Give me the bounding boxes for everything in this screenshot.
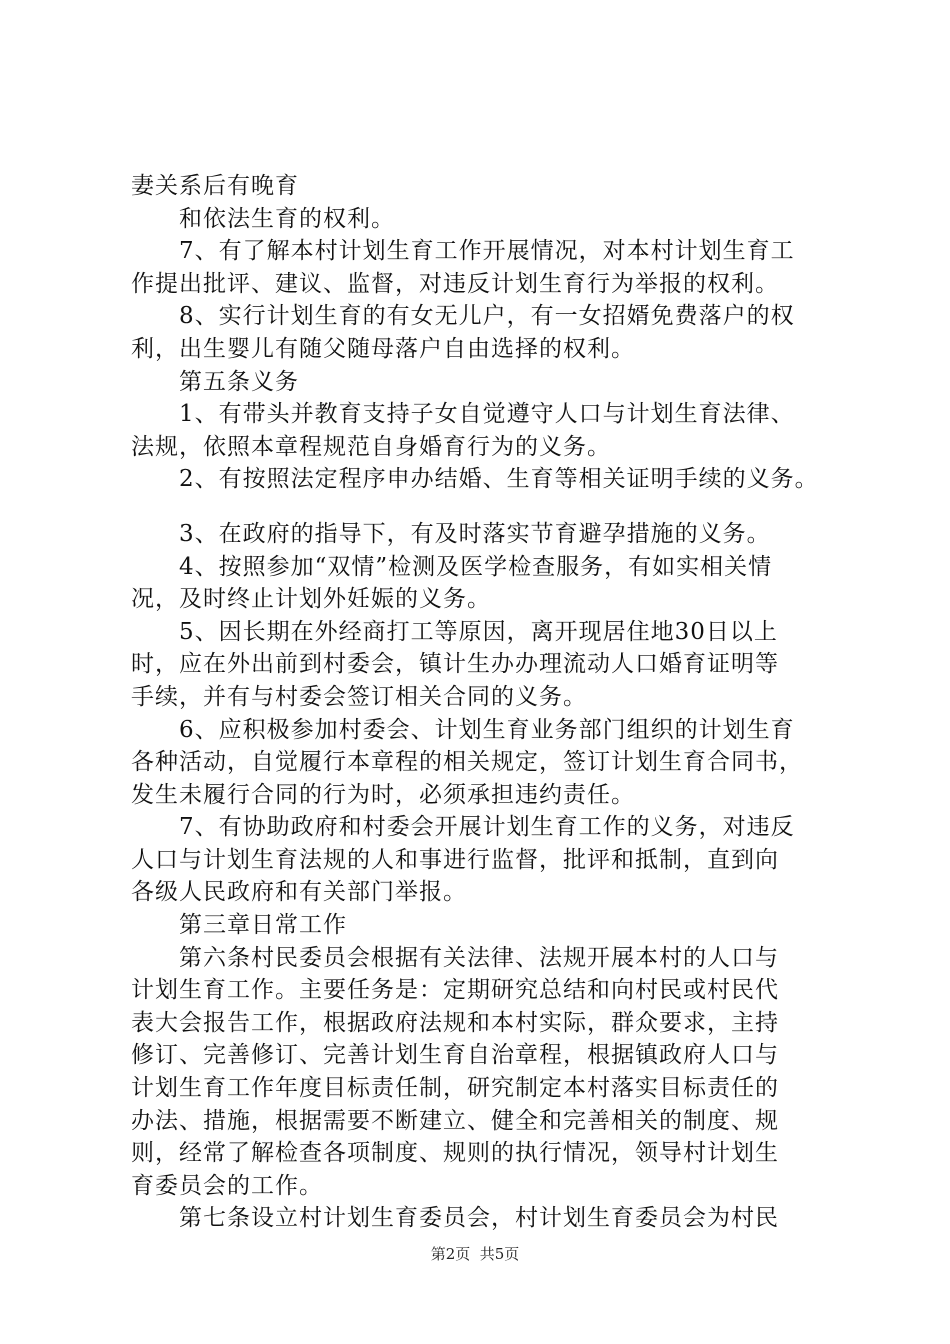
text-line: 7、有协助政府和村委会开展计划生育工作的义务，对违反 <box>179 814 795 841</box>
text-line: 作提出批评、建议、监督，对违反计划生育行为举报的权利。 <box>131 270 779 297</box>
text-line: 5、因长期在外经商打工等原因，离开现居住地30日以上 <box>179 618 778 645</box>
text-line: 第七条设立村计划生育委员会，村计划生育委员会为村民 <box>179 1205 779 1232</box>
text-line: 法规，依照本章程规范自身婚育行为的义务。 <box>131 433 611 460</box>
text-line: 6、应积极参加村委会、计划生育业务部门组织的计划生育 <box>179 716 795 743</box>
text-line: 况，及时终止计划外妊娠的义务。 <box>131 586 491 613</box>
text-line: 3、在政府的指导下，有及时落实节育避孕措施的义务。 <box>179 520 771 547</box>
text-line: 人口与计划生育法规的人和事进行监督，批评和抵制，直到向 <box>131 846 779 873</box>
text-line: 1、有带头并教育支持子女自觉遵守人口与计划生育法律、 <box>179 401 795 428</box>
text-line: 8、实行计划生育的有女无儿户，有一女招婿免费落户的权 <box>179 303 795 330</box>
text-line: 办法、措施，根据需要不断建立、健全和完善相关的制度、规 <box>131 1107 779 1134</box>
text-line: 发生未履行合同的行为时，必须承担违约责任。 <box>131 781 635 808</box>
text-line: 4、按照参加“双情”检测及医学检查服务，有如实相关情 <box>179 553 773 580</box>
text-line: 表大会报告工作，根据政府法规和本村实际，群众要求，主持 <box>131 1009 779 1036</box>
text-line: 手续，并有与村委会签订相关合同的义务。 <box>131 683 587 710</box>
page-number-label: 第2页 共5页 <box>430 1245 520 1263</box>
text-line: 妻关系后有晚育 <box>131 173 299 199</box>
page-footer <box>0 1244 950 1264</box>
text-line: 各种活动，自觉履行本章程的相关规定，签订计划生育合同书， <box>131 749 803 776</box>
text-line: 和依法生育的权利。 <box>179 205 395 232</box>
text-line: 则，经常了解检查各项制度、规则的执行情况，领导村计划生 <box>131 1140 779 1167</box>
paragraph-gap <box>131 496 851 518</box>
text-line: 计划生育工作。主要任务是：定期研究总结和向村民或村民代 <box>131 977 779 1004</box>
text-line: 修订、完善修订、完善计划生育自治章程，根据镇政府人口与 <box>131 1042 779 1069</box>
document-body <box>131 170 851 1235</box>
text-line: 时，应在外出前到村委会，镇计生办办理流动人口婚育证明等 <box>131 651 779 678</box>
section-heading: 第五条义务 <box>179 368 299 395</box>
text-line: 育委员会的工作。 <box>131 1172 323 1199</box>
text-line: 计划生育工作年度目标责任制，研究制定本村落实目标责任的 <box>131 1075 779 1102</box>
chapter-heading: 第三章日常工作 <box>179 912 347 939</box>
text-line: 利，出生婴儿有随父随母落户自由选择的权利。 <box>131 335 635 362</box>
text-line: 7、有了解本村计划生育工作开展情况，对本村计划生育工 <box>179 238 795 265</box>
text-line: 各级人民政府和有关部门举报。 <box>131 879 467 906</box>
text-line: 2、有按照法定程序申办结婚、生育等相关证明手续的义务。 <box>179 466 819 493</box>
text-line: 第六条村民委员会根据有关法律、法规开展本村的人口与 <box>179 944 779 971</box>
